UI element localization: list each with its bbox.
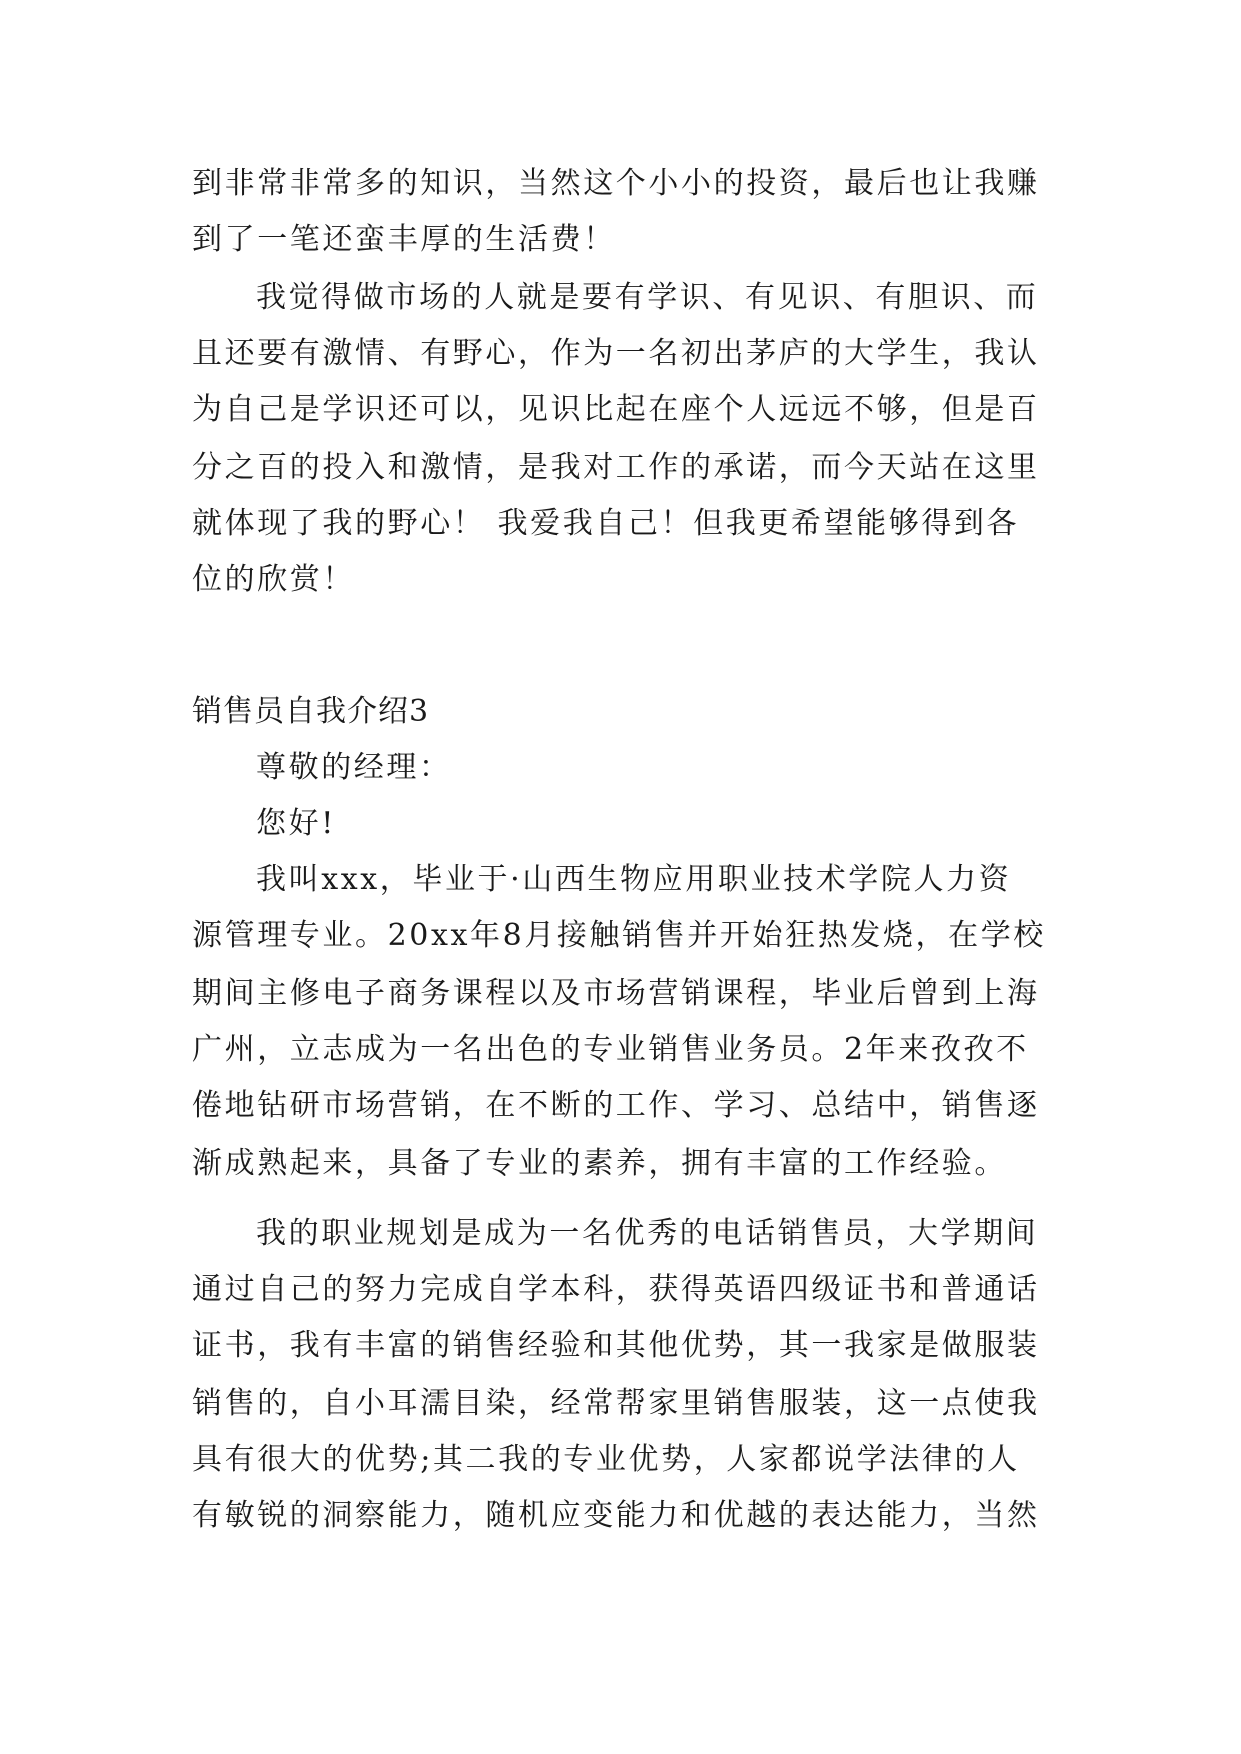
paragraph-line: 通过自己的努力完成自学本科，获得英语四级证书和普通话 bbox=[192, 1272, 1040, 1307]
section-heading: 销售员自我介绍3 bbox=[192, 694, 430, 729]
paragraph-line: 位的欣赏！ bbox=[192, 562, 355, 597]
paragraph-line: 分之百的投入和激情，是我对工作的承诺，而今天站在这里 bbox=[192, 450, 1040, 485]
salutation: 尊敬的经理： bbox=[256, 750, 452, 785]
paragraph-line: 销售的，自小耳濡目染，经常帮家里销售服装，这一点使我 bbox=[192, 1386, 1040, 1421]
paragraph-line: 有敏锐的洞察能力，随机应变能力和优越的表达能力，当然 bbox=[192, 1498, 1040, 1533]
paragraph-line: 就体现了我的野心！ 我爱我自己！但我更希望能够得到各 bbox=[192, 506, 1020, 541]
paragraph-line: 我觉得做市场的人就是要有学识、有见识、有胆识、而 bbox=[256, 280, 1039, 315]
paragraph-line: 且还要有激情、有野心，作为一名初出茅庐的大学生，我认 bbox=[192, 336, 1040, 371]
paragraph-line: 到非常非常多的知识，当然这个小小的投资，最后也让我赚 bbox=[192, 166, 1040, 201]
paragraph-line: 我的职业规划是成为一名优秀的电话销售员，大学期间 bbox=[256, 1216, 1039, 1251]
paragraph-line: 我叫xxx，毕业于·山西生物应用职业技术学院人力资 bbox=[256, 862, 1012, 897]
paragraph-line: 期间主修电子商务课程以及市场营销课程，毕业后曾到上海 bbox=[192, 976, 1040, 1011]
paragraph-line: 为自己是学识还可以，见识比起在座个人远远不够，但是百 bbox=[192, 392, 1040, 427]
paragraph-line: 源管理专业。20xx年8月接触销售并开始狂热发烧，在学校 bbox=[192, 918, 1046, 953]
paragraph-line: 证书，我有丰富的销售经验和其他优势，其一我家是做服装 bbox=[192, 1328, 1040, 1363]
greeting: 您好! bbox=[256, 806, 336, 841]
paragraph-line: 到了一笔还蛮丰厚的生活费！ bbox=[192, 222, 616, 257]
paragraph-line: 广州，立志成为一名出色的专业销售业务员。2年来孜孜不 bbox=[192, 1032, 1029, 1067]
paragraph-line: 倦地钻研市场营销，在不断的工作、学习、总结中，销售逐 bbox=[192, 1088, 1040, 1123]
paragraph-line: 渐成熟起来，具备了专业的素养，拥有丰富的工作经验。 bbox=[192, 1146, 1007, 1181]
paragraph-line: 具有很大的优势;其二我的专业优势，人家都说学法律的人 bbox=[192, 1442, 1020, 1477]
